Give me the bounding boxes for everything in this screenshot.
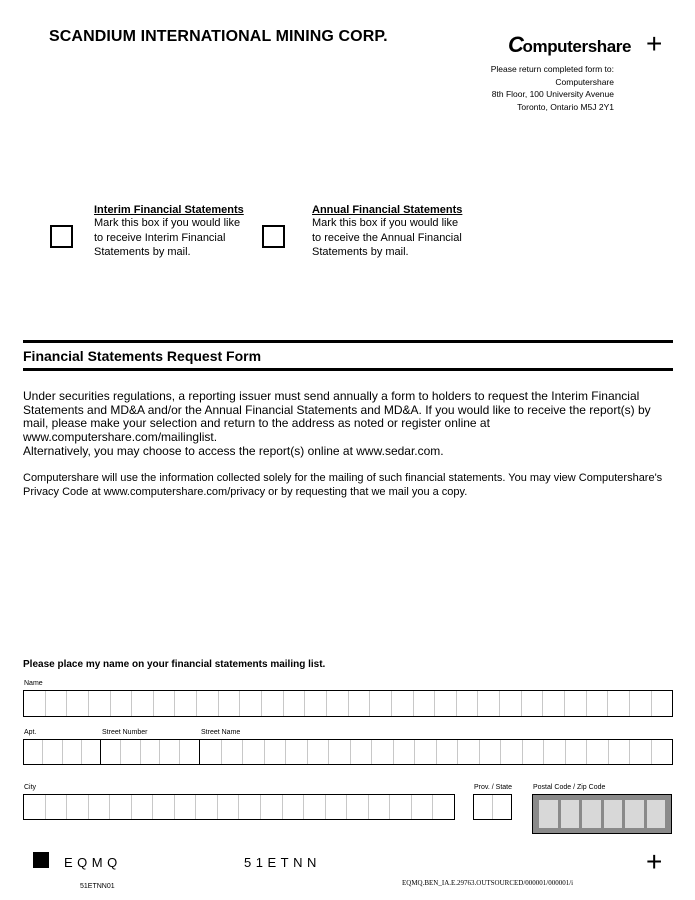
apt-label: Apt. [24,729,37,736]
footer-code-right: EQMQ.BEN_IA.E.29763.OUTSOURCED/000001/000001/i [402,879,574,887]
return-line: 8th Floor, 100 University Avenue [491,89,614,99]
company-name: SCANDIUM INTERNATIONAL MINING CORP. [49,28,388,45]
mailing-list-title: Please place my name on your financial statements mailing list. [23,659,326,670]
prov-state-field[interactable] [473,794,512,820]
postal-code-field[interactable] [532,794,672,834]
street-number-field[interactable] [100,739,200,765]
alternative-paragraph: Alternatively, you may choose to access the report(s) online at www.sedar.com. [23,444,444,458]
city-label: City [24,784,37,791]
annual-option [312,204,467,260]
divider [23,340,673,343]
return-line: Computershare [555,76,614,87]
registration-square-icon [33,852,49,868]
interim-description: Mark this box if you would like to receive Interim Financial Statements by mail. [94,217,241,258]
footer-code-small: 51ETNN01 [80,883,115,890]
registration-mark-icon: + [646,28,663,59]
name-label: Name [24,680,43,687]
computershare-logo [508,32,631,58]
postal-code-label: Postal Code / Zip Code [533,784,606,791]
privacy-paragraph: Computershare will use the information collected solely for the mailing of such financial statements. You may view Computershare's Privacy Code at www.computershare.com/privacy or by requesting that we mail you a copy. [23,472,663,498]
prov-state-label: Prov. / State [474,784,512,791]
footer-code-center: 51ETNN [244,855,321,870]
logo-initial: C [508,32,524,57]
interim-checkbox[interactable] [50,225,73,248]
interim-option [94,204,249,260]
form-title: Financial Statements Request Form [23,348,262,364]
return-address [491,63,614,113]
return-line: Toronto, Ontario M5J 2Y1 [517,101,614,112]
logo-text: omputershare [522,37,632,56]
street-number-label: Street Number [102,729,148,736]
registration-mark-icon: + [646,846,663,877]
street-name-label: Street Name [201,729,241,736]
apt-field[interactable] [23,739,101,765]
intro-paragraph: Under securities regulations, a reporting issuer must send annually a form to holders to request the Interim Financial Statements and MD&A and/or the Annual Financial Statements and MD&A. If you would like to receive the report(s) by mail, please make your selection and return to the address as noted or register online at www.computershare.com/mailinglist. [23,389,651,444]
footer-code-left: EQMQ [64,855,122,870]
annual-checkbox[interactable] [262,225,285,248]
street-name-field[interactable] [199,739,673,765]
city-field[interactable] [23,794,455,820]
return-heading: Please return completed form to: [490,64,614,74]
annual-title: Annual Financial Statements [312,204,463,216]
name-field[interactable] [23,690,673,717]
interim-title: Interim Financial Statements [94,204,244,216]
annual-description: Mark this box if you would like to receive the Annual Financial Statements by mail. [312,217,462,258]
divider [23,368,673,371]
